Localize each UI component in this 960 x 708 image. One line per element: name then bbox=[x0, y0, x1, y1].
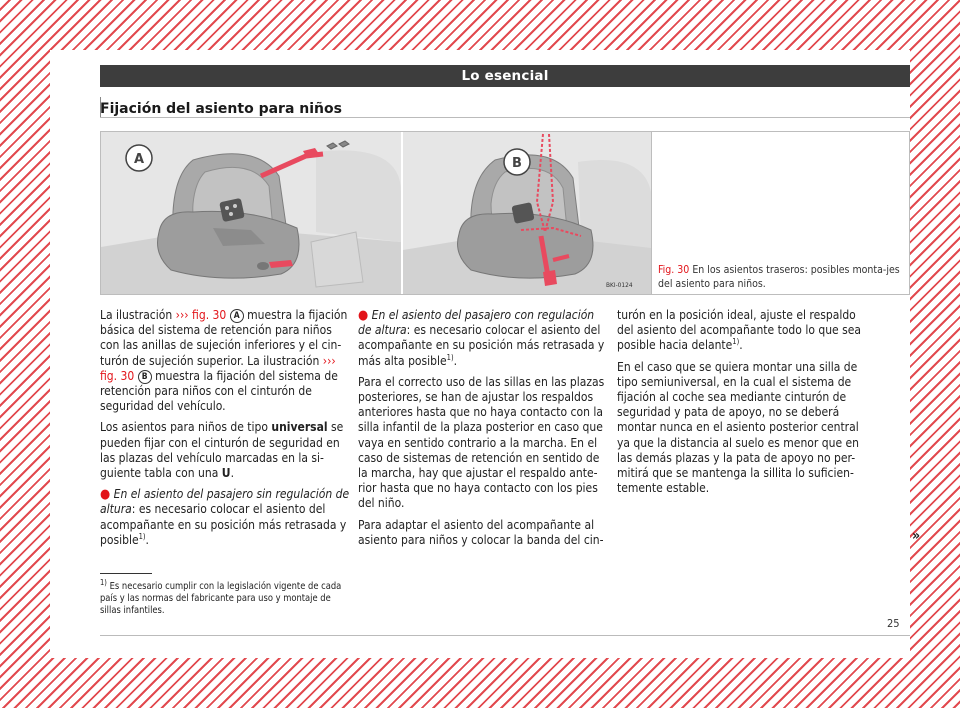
text-span: : es necesario colocar el asiento del acompañante en su posición más retrasada y posible bbox=[100, 502, 347, 547]
paragraph-4: Para adaptar el asiento del acompañante al asiento para niños y colocar la banda del cin- bbox=[358, 517, 604, 547]
paragraph-1 bbox=[100, 308, 350, 414]
footnote bbox=[100, 577, 350, 617]
footnote-mark: 1) bbox=[138, 531, 146, 541]
bullet-item-1 bbox=[100, 487, 350, 548]
bullet-icon: ● bbox=[100, 487, 111, 503]
text-span: turón en la posición ideal, ajuste el respaldo del asiento del acompañante todo lo que sea posible hacia delante bbox=[617, 308, 862, 353]
section-divider bbox=[100, 117, 910, 118]
text-span: . bbox=[230, 466, 234, 481]
footnote-mark: 1) bbox=[732, 337, 740, 347]
italic-term: En el asiento del pasajero sin regulación de altura bbox=[100, 487, 350, 517]
callout-a: A bbox=[230, 309, 244, 323]
text-span: . bbox=[145, 532, 149, 547]
child-seat-isofix-illustration bbox=[101, 132, 401, 294]
bullet-item-2 bbox=[358, 308, 608, 369]
text-column-3 bbox=[617, 308, 867, 502]
figure-caption bbox=[658, 264, 900, 291]
footnote-rule bbox=[100, 573, 152, 574]
footnote-mark: 1) bbox=[100, 577, 107, 587]
paragraph-6: En el caso que se quiera montar una silla de tipo semiuniversal, en la cual el sistema de fijación al coche sea mediante cinturón de seguridad y pata de apoyo, no se deberá montar nunca en el asiento posterior central ya que la distancia al suelo es menor que en las demás plazas y la pata de apoyo no per-mitirá que se mantenga la sillita lo suficien-temente estable. bbox=[617, 359, 860, 496]
paragraph-2 bbox=[100, 420, 350, 481]
figure-panel-a bbox=[101, 132, 401, 294]
bold-term: universal bbox=[271, 420, 328, 435]
text-span: La ilustración bbox=[100, 308, 173, 322]
link-arrow: ››› bbox=[322, 353, 336, 368]
text-span: muestra la fijación del sistema de retención para niños con el cinturón de seguridad del vehículo. bbox=[100, 368, 338, 414]
figure-code: BKI-0124 bbox=[606, 281, 633, 289]
figure-30 bbox=[100, 131, 910, 295]
bold-term: U bbox=[221, 466, 231, 481]
label-a: A bbox=[133, 152, 145, 167]
chapter-header: Lo esencial bbox=[100, 65, 910, 87]
link-text: fig. 30 bbox=[100, 368, 135, 383]
page-footer-rule bbox=[100, 635, 910, 636]
text-span: se pueden fijar con el cinturón de seguridad en las plazas del vehículo marcadas en la si-guiente tabla con una bbox=[100, 420, 344, 481]
paragraph-3: Para el correcto uso de las sillas en las plazas posteriores, se han de ajustar los respaldos anteriores hasta que no haya contacto con la silla infantil de la plaza posterior en caso que vaya en sentido contrario a la marcha. En el caso de sistemas de retención en sentido de la marcha, hay que ajustar el respaldo ante-rior hasta que no haya contacto con los pies del niño. bbox=[358, 374, 605, 511]
figure-link-a[interactable] bbox=[176, 308, 227, 322]
callout-b: B bbox=[138, 370, 152, 384]
caption-text: En los asientos traseros: posibles monta-jes del asiento para niños. bbox=[658, 264, 900, 290]
text-span: muestra la fijación básica del sistema de retención para niños con las anillas de sujeción inferiores y el cin-turón de sujeción superior. La ilustración bbox=[100, 308, 348, 368]
text-span: . bbox=[739, 338, 743, 353]
text-span: . bbox=[453, 353, 458, 368]
bullet-icon: ● bbox=[358, 308, 369, 323]
italic-term: En el asiento del pasajero con regulación de altura bbox=[358, 308, 595, 338]
page bbox=[50, 50, 921, 658]
label-b: B bbox=[512, 156, 522, 171]
text-span: Los asientos para niños de tipo bbox=[100, 420, 268, 435]
page-number: 25 bbox=[887, 617, 900, 630]
footnote-mark: 1) bbox=[446, 352, 454, 362]
link-arrow: ››› bbox=[175, 308, 189, 322]
text-column-1 bbox=[100, 308, 350, 554]
text-span: : es necesario colocar el asiento del acompañante en su posición más retrasada y más alta posible bbox=[358, 323, 605, 368]
continue-icon[interactable]: » bbox=[912, 528, 921, 544]
paragraph-5 bbox=[617, 308, 867, 354]
link-text: fig. 30 bbox=[192, 308, 227, 322]
section-title: Fijación del asiento para niños bbox=[100, 101, 342, 117]
figure-panel-b bbox=[403, 132, 651, 294]
caption-divider bbox=[651, 132, 652, 294]
child-seat-belt-illustration bbox=[403, 132, 651, 294]
footnote-text: Es necesario cumplir con la legislación vigente de cada país y las normas del fabricante para uso y montaje de sillas infantiles. bbox=[100, 581, 342, 616]
text-column-2 bbox=[358, 308, 608, 554]
caption-figure-number: Fig. 30 bbox=[658, 264, 690, 276]
